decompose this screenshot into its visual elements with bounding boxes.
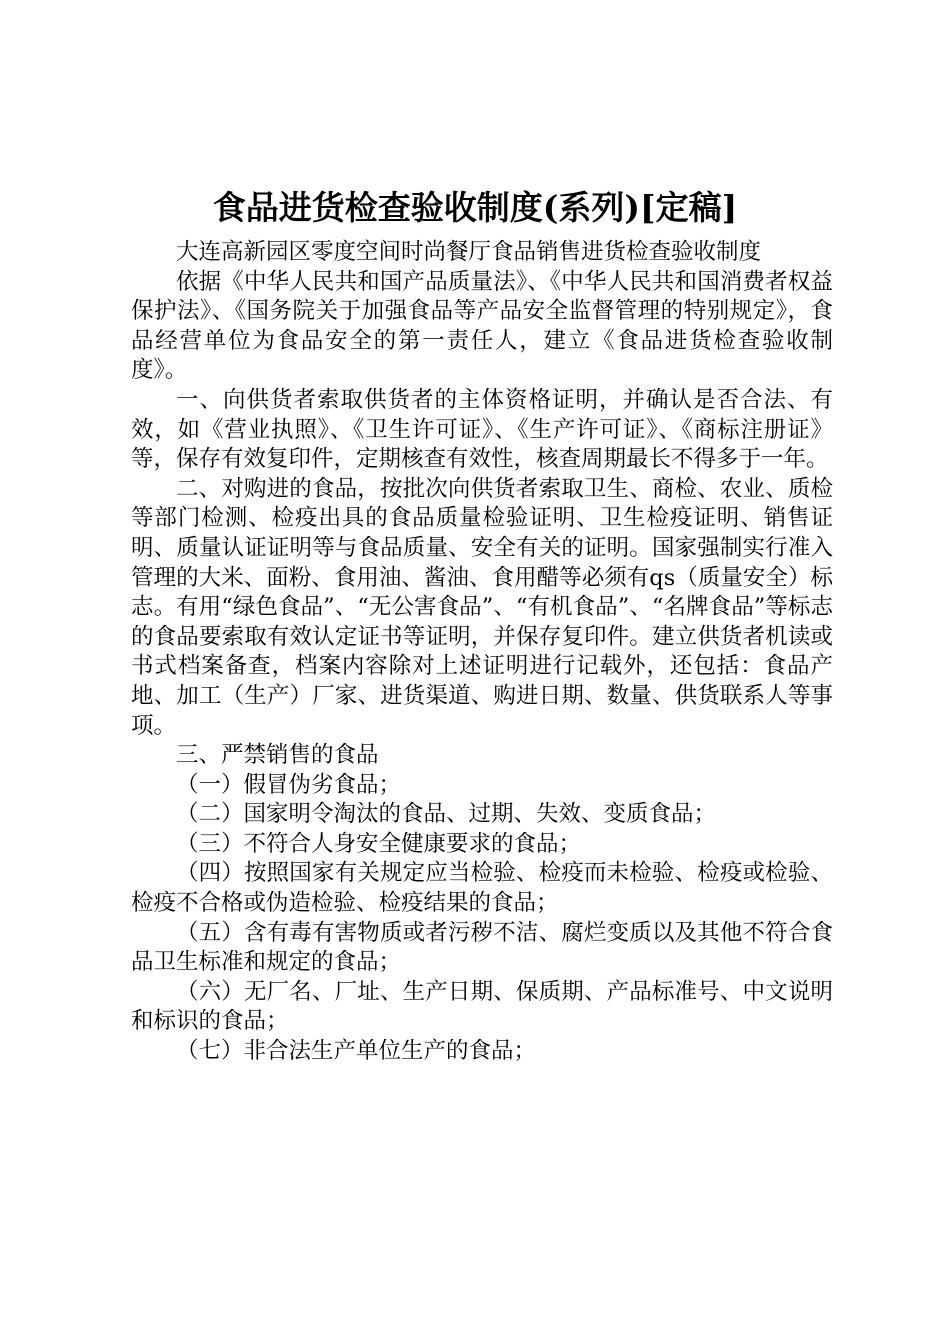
- list-item-3: （三）不符合人身安全健康要求的食品；: [176, 830, 582, 857]
- paragraph-basis: 依据《中华人民共和国产品质量法》、《中华人民共和国消费者权益保护法》、《国务院关于加强食品等产品安全监督管理的特别规定》，食品经营单位为食品安全的第一责任人，建立《食品进货检查验收制度》。: [131, 268, 833, 384]
- list-item-1: （一）假冒伪劣食品；: [176, 771, 402, 798]
- list-item-4: （四）按照国家有关规定应当检验、检疫而未检验、检疫或检验、检疫不合格或伪造检验、检疫结果的食品；: [131, 860, 833, 917]
- document-body: [131, 238, 833, 1067]
- list-item-5: （五）含有毒有害物质或者污秽不洁、腐烂变质以及其他不符合食品卫生标准和规定的食品；: [131, 919, 833, 976]
- list-item-6: （六）无厂名、厂址、生产日期、保质期、产品标准号、中文说明和标识的食品；: [131, 978, 833, 1035]
- document-title: 食品进货检查验收制度(系列)[定稿]: [212, 188, 738, 227]
- paragraph-item-2: 二、对购进的食品，按批次向供货者索取卫生、商检、农业、质检等部门检测、检疫出具的食品质量检验证明、卫生检疫证明、销售证明、质量认证证明等与食品质量、安全有关的证明。国家强制实行准入管理的大米、面粉、食用油、酱油、食用醋等必须有qs（质量安全）标志。有用“绿色食品”、“无公害食品”、“有机食品”、“名牌食品”等标志的食品要索取有效认定证书等证明，并保存复印件。建立供货者机读或书式档案备查，档案内容除对上述证明进行记载外，还包括：食品产地、加工（生产）厂家、进货渠道、购进日期、数量、供货联系人等事项。: [131, 475, 833, 739]
- list-item-7: （七）非合法生产单位生产的食品；: [176, 1038, 537, 1065]
- paragraph-heading-line: 大连高新园区零度空间时尚餐厅食品销售进货检查验收制度: [176, 239, 762, 265]
- list-item-2: （二）国家明令淘汰的食品、过期、失效、变质食品；: [176, 801, 717, 828]
- paragraph-item-1: 一、向供货者索取供货者的主体资格证明，并确认是否合法、有效，如《营业执照》、《卫生许可证》、《生产许可证》、《商标注册证》等，保存有效复印件，定期核查有效性，核查周期最长不得多于一年。: [131, 386, 833, 473]
- paragraph-item-3-heading: 三、严禁销售的食品: [176, 742, 379, 769]
